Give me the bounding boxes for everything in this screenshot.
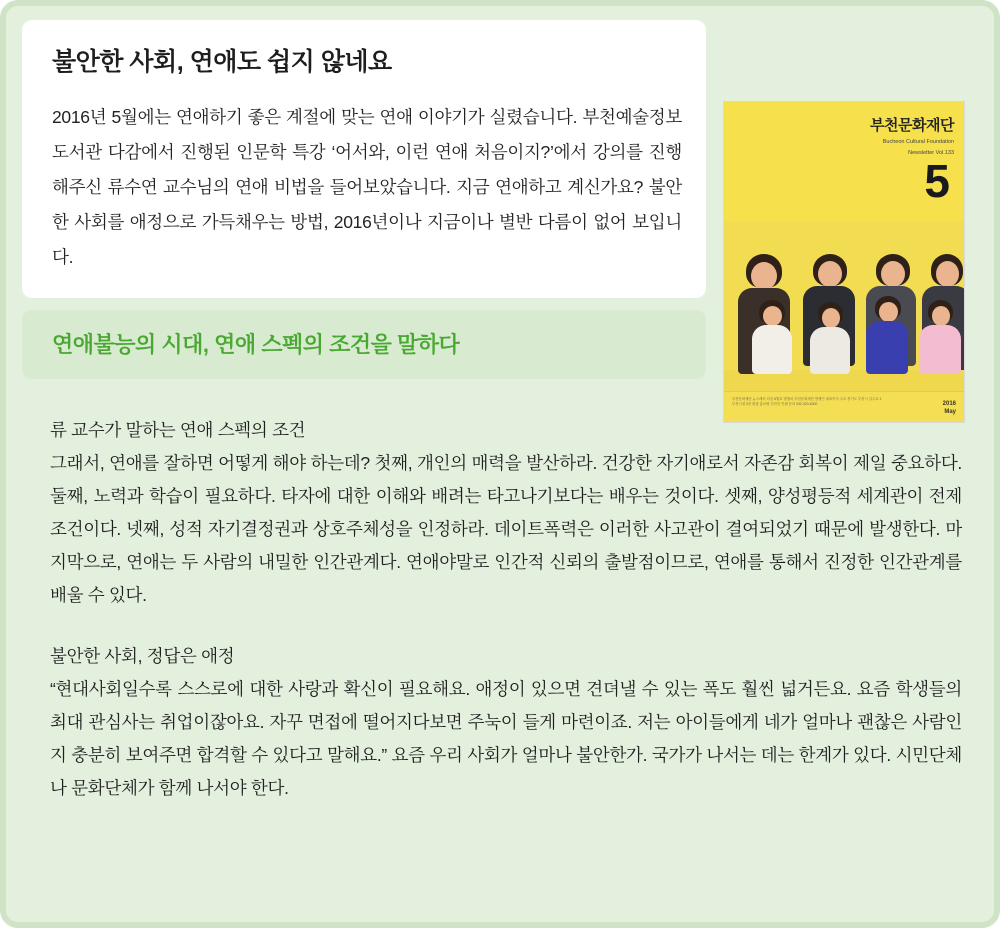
cover-footer-fineprint: 부천문화재단 뉴스레터 다감 5월호 발행처 부천문화재단 발행인 대표이사 주소 경기도 부천시 길주로 1 부천시청 3층 편집 홍보팀 디자인 인쇄 문의 032-320-6300	[732, 397, 882, 406]
head-shape	[932, 306, 950, 326]
page-title: 불안한 사회, 연애도 쉽지 않네요	[52, 48, 392, 76]
article-body	[50, 414, 962, 805]
torso-shape	[866, 321, 908, 374]
cover-brand-english-line1: Bucheon Cultural Foundation	[882, 139, 954, 145]
head-shape	[936, 261, 959, 287]
magazine-cover-image	[724, 102, 964, 422]
cover-brand	[870, 114, 954, 157]
intro-paragraph: 2016년 5월에는 연애하기 좋은 계절에 맞는 연애 이야기가 실렸습니다. 부천예술정보도서관 다감에서 진행된 인문학 특강 ‘어서와, 이런 연애 처음이지?’에서 강의를 진행해주신 류수연 교수님의 연애 비법을 들어보았습니다. 지금 연애하고 계신가요? 불안한 사회를 애정으로 가득채우는 방법, 2016년이나 지금이나 별반 다름이 없어 보입니다.	[52, 107, 682, 267]
intro-card	[22, 20, 706, 298]
head-shape	[763, 306, 782, 326]
torso-shape	[919, 325, 961, 374]
photo-person-child-4	[916, 300, 964, 374]
head-shape	[879, 302, 898, 322]
cover-brand-english-line2: Newsletter Vol.133	[908, 150, 954, 156]
article-paragraph-2: “현대사회일수록 스스로에 대한 사랑과 확신이 필요해요. 애정이 있으면 견뎌낼 수 있는 폭도 훨씬 넓거든요. 요즘 학생들의 최대 관심사는 취업이잖아요. 자꾸 면접에 떨어지다보면 주눅이 들게 마련이죠. 저는 아이들에게 네가 얼마나 괜찮은 사람인지 충분히 보여주면 합격할 수 있다고 말해요.” 요즘 우리 사회가 얼마나 불안한가. 국가가 나서는 데는 한계가 있다. 시민단체나 문화단체가 함께 나서야 한다.	[50, 679, 962, 798]
cover-brand-korean: 부천문화재단	[870, 117, 954, 134]
cover-family-photo	[724, 222, 964, 392]
photo-person-child-1	[748, 300, 796, 374]
cover-footer-month: May	[944, 409, 956, 415]
paragraph-spacer	[50, 612, 962, 640]
section-heading-card	[22, 310, 706, 379]
photo-person-child-2	[806, 302, 854, 374]
cover-issue-number: 5	[924, 155, 950, 207]
subheading-1: 류 교수가 말하는 연애 스펙의 조건	[50, 420, 306, 440]
cover-artwork	[724, 102, 964, 422]
torso-shape	[810, 327, 850, 374]
head-shape	[818, 261, 842, 287]
cover-footer-year: 2016	[942, 401, 956, 407]
photo-person-child-3	[862, 296, 912, 374]
torso-shape	[752, 325, 792, 374]
section-title: 연애불능의 시대, 연애 스펙의 조건을 말하다	[52, 332, 460, 357]
head-shape	[751, 262, 777, 290]
article-paragraph-1: 그래서, 연애를 잘하면 어떻게 해야 하는데? 첫째, 개인의 매력을 발산하라. 건강한 자기애로서 자존감 회복이 제일 중요하다. 둘째, 노력과 학습이 필요하다. 타자에 대한 이해와 배려는 타고나기보다는 배우는 것이다. 셋째, 양성평등적 세계관이 전제조건이다. 넷째, 성적 자기결정권과 상호주체성을 인정하라. 데이트폭력은 이러한 사고관이 결여되었기 때문에 발생한다. 마지막으로, 연애는 두 사람의 내밀한 인간관계다. 연애야말로 인간적 신뢰의 출발점이므로, 연애를 통해서 진정한 인간관계를 배울 수 있다.	[50, 453, 962, 605]
head-shape	[881, 261, 905, 287]
head-shape	[822, 308, 840, 328]
subheading-2: 불안한 사회, 정답은 애정	[50, 646, 235, 666]
